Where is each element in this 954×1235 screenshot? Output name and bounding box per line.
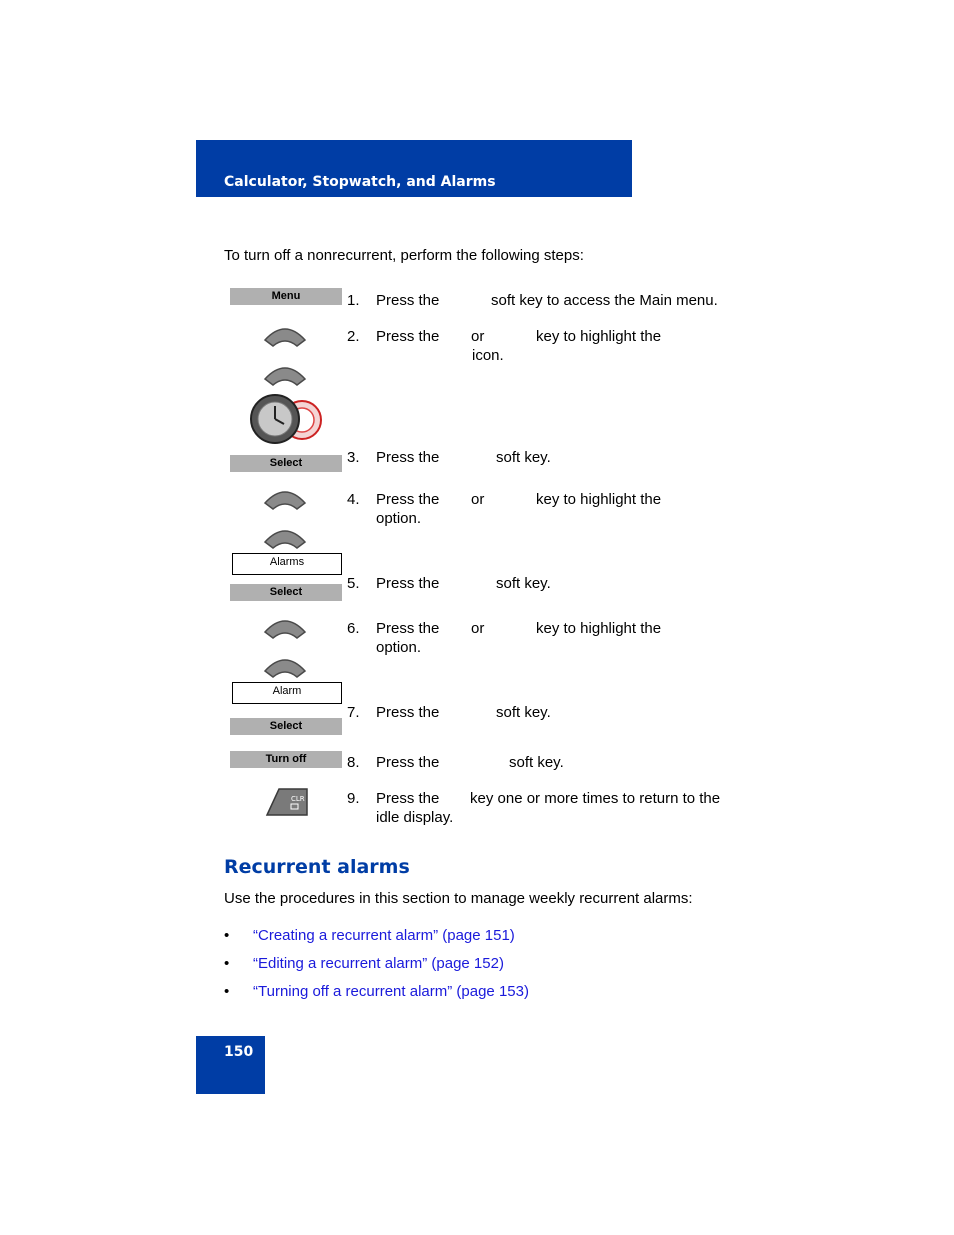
down-navigation-key-icon (263, 653, 307, 679)
down-navigation-key-icon (263, 361, 307, 387)
step-text: or (471, 620, 485, 637)
section-paragraph: Use the procedures in this section to manage weekly recurrent alarms: (224, 890, 693, 907)
down-navigation-key-icon (263, 524, 307, 550)
chapter-title: Calculator, Stopwatch, and Alarms (224, 174, 496, 190)
step-number: 2. (347, 328, 360, 345)
step-text: Press the (376, 491, 440, 508)
step-number: 5. (347, 575, 360, 592)
step-text: Press the (376, 328, 440, 345)
step-text: key one or more times to return to the (470, 790, 721, 807)
step-text: option. (376, 639, 422, 656)
step-number: 1. (347, 292, 360, 309)
bullet-list-item (224, 983, 529, 1000)
alarm-display-option: Alarm (232, 682, 342, 704)
step-text: key to highlight the (536, 328, 662, 345)
step-text: soft key. (496, 575, 551, 592)
step-text: key to highlight the (536, 620, 662, 637)
calculator-stopwatch-alarms-icon (249, 393, 323, 445)
step-text: soft key. (509, 754, 564, 771)
step-text: or (471, 328, 485, 345)
step-text: icon. (472, 347, 504, 364)
step-number: 4. (347, 491, 360, 508)
up-navigation-key-icon (263, 614, 307, 640)
turn-off-softkey-icon: Turn off (230, 751, 342, 768)
step-number: 7. (347, 704, 360, 721)
alarms-display-option: Alarms (232, 553, 342, 575)
intro-text: To turn off a nonrecurrent, perform the following steps: (224, 247, 584, 264)
select-softkey-icon: Select (230, 455, 342, 472)
bullet-marker: • (224, 927, 230, 944)
turning-off-recurrent-alarm-link[interactable]: “Turning off a recurrent alarm” (page 153) (253, 983, 529, 1000)
step-text: Press the (376, 292, 440, 309)
editing-recurrent-alarm-link[interactable]: “Editing a recurrent alarm” (page 152) (253, 955, 504, 972)
step-text: Press the (376, 704, 440, 721)
creating-recurrent-alarm-link[interactable]: “Creating a recurrent alarm” (page 151) (253, 927, 515, 944)
step-text: option. (376, 510, 422, 527)
step-number: 8. (347, 754, 360, 771)
page-number: 150 (224, 1044, 254, 1060)
section-heading: Recurrent alarms (224, 856, 410, 878)
select-softkey-icon: Select (230, 718, 342, 735)
step-text: soft key to access the Main menu. (491, 292, 718, 309)
bullet-list-item (224, 927, 515, 944)
svg-text:CLR: CLR (291, 795, 305, 803)
step-text: Press the (376, 620, 440, 637)
step-text: soft key. (496, 449, 551, 466)
bullet-marker: • (224, 955, 230, 972)
select-softkey-icon: Select (230, 584, 342, 601)
step-text: idle display. (376, 809, 454, 826)
step-text: soft key. (496, 704, 551, 721)
step-number: 6. (347, 620, 360, 637)
step-text: Press the (376, 449, 440, 466)
step-text: Press the (376, 754, 440, 771)
clear-key-icon (265, 787, 309, 817)
up-navigation-key-icon (263, 322, 307, 348)
step-text: key to highlight the (536, 491, 662, 508)
step-number: 3. (347, 449, 360, 466)
up-navigation-key-icon (263, 485, 307, 511)
step-text: Press the (376, 790, 440, 807)
step-text: or (471, 491, 485, 508)
menu-softkey-icon: Menu (230, 288, 342, 305)
step-number: 9. (347, 790, 360, 807)
step-text: Press the (376, 575, 440, 592)
bullet-marker: • (224, 983, 230, 1000)
bullet-list-item (224, 955, 504, 972)
